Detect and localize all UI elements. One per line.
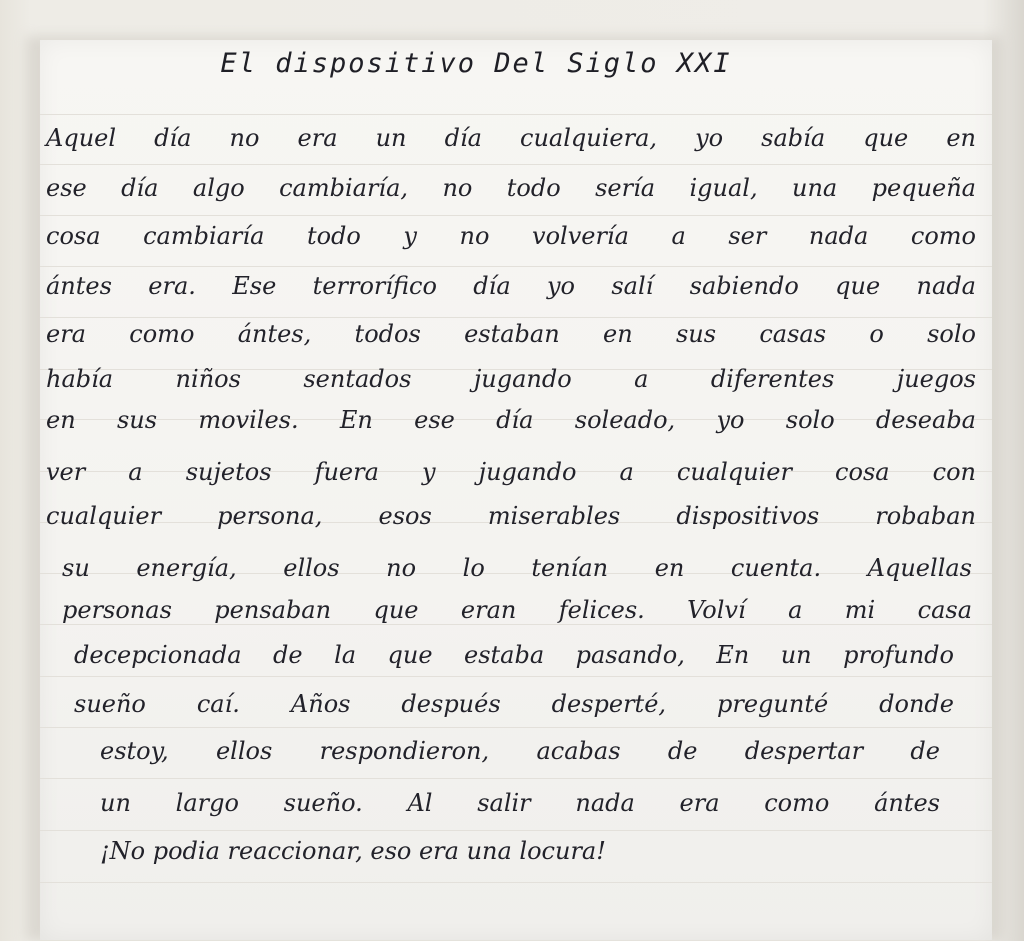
text-line: decepcionada de la que estaba pasando, En un profundo [74,641,954,669]
ruled-line [40,215,992,216]
text-line: su energía, ellos no lo tenían en cuenta. Aquellas [62,554,972,582]
text-line: ¡No podia reaccionar, eso era una locura! [100,837,606,865]
ruled-line [40,164,992,165]
text-line: Aquel día no era un día cualquiera, yo sabía que en [46,124,976,152]
text-line: era como ántes, todos estaban en sus casas o solo [46,320,976,348]
text-line: un largo sueño. Al salir nada era como ántes [100,789,940,817]
ruled-line [40,727,992,728]
ruled-line [40,882,992,883]
text-line: ese día algo cambiaría, no todo sería igual, una pequeña [46,174,976,202]
text-line: cualquier persona, esos miserables dispositivos robaban [46,502,976,530]
ruled-line [40,266,992,267]
text-line: en sus moviles. En ese día soleado, yo solo deseaba [46,406,976,434]
page-title: El dispositivo Del Siglo XXI [220,48,732,79]
text-line: personas pensaban que eran felices. Volví a mi casa [62,596,972,624]
text-line: estoy, ellos respondieron, acabas de despertar de [100,737,940,765]
text-line: ver a sujetos fuera y jugando a cualquier cosa con [46,458,976,486]
ruled-line [40,778,992,779]
ruled-line [40,676,992,677]
handwritten-page [40,40,992,940]
text-line: había niños sentados jugando a diferentes juegos [46,365,976,393]
text-line: cosa cambiaría todo y no volvería a ser nada como [46,222,976,250]
ruled-line [40,624,992,625]
ruled-line [40,114,992,115]
ruled-line [40,830,992,831]
text-line: ántes era. Ese terrorífico día yo salí sabiendo que nada [46,272,976,300]
ruled-line [40,317,992,318]
text-line: sueño caí. Años después desperté, pregunté donde [74,690,954,718]
